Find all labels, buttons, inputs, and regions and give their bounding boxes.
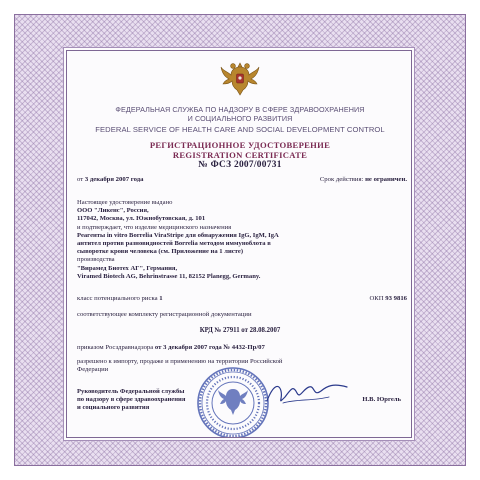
okp-code [369, 295, 407, 303]
permit-line-2: Федерации [77, 366, 109, 374]
product-line-1: Реагенты in vitro Borrelia ViraStripe для обнаружения IgG, IgM, IgA [77, 231, 279, 239]
certificate-title-ru: РЕГИСТРАЦИОННОЕ УДОСТОВЕРЕНИЕ [149, 140, 331, 150]
producer-label: производства [77, 256, 115, 264]
double-headed-eagle-emblem-icon [219, 57, 261, 97]
company-name: ООО "Ликенс", Россия, [77, 207, 149, 215]
issue-date: 3 декабря 2007 года [84, 176, 144, 183]
handwritten-signature-icon [263, 377, 351, 411]
signer-line-3: и социального развития [77, 404, 150, 412]
signer-line-1: Руководитель Федеральной службы [77, 388, 185, 395]
producer-ru: "Вирамед Биотех АГ", Германия, [77, 264, 178, 272]
signer-title [77, 388, 217, 413]
risk-value: 1 [159, 295, 163, 302]
certificate-number [67, 160, 412, 170]
permit-line-1: разрешено к импорту, продаже и применению на территории Российской [77, 358, 283, 365]
okp-label: ОКП [369, 295, 384, 302]
agency-name-ru-line2: И СОЦИАЛЬНОГО РАЗВИТИЯ [187, 114, 293, 123]
documentation-line: соответствующее комплекту регистрационной документации [77, 311, 252, 318]
okp-value: 93 9816 [385, 295, 407, 302]
number-prefix: № [198, 160, 208, 170]
order-row [77, 344, 407, 352]
signer-line-2: по надзору в сфере здравоохранения [77, 396, 186, 404]
number-value: ФСЗ 2007/00731 [210, 160, 282, 170]
producer-en: Viramed Biotech AG, Behrinstrasse 11, 82152 Planegg, Germany. [77, 272, 261, 280]
date-validity-row [77, 176, 407, 184]
risk-class-row [77, 295, 407, 303]
agency-name-en: FEDERAL SERVICE OF HEALTH CARE AND SOCIAL DEVELOPMENT CONTROL [95, 125, 385, 134]
risk-label: класс потенциального риска [77, 295, 158, 302]
issued-to-label: Настоящее удостоверение выдано [77, 199, 173, 206]
signer-name: Н.В. Юргель [362, 396, 401, 403]
validity-value: не ограничен. [365, 176, 407, 183]
validity [320, 176, 407, 184]
order-prefix: приказом Росздравнадзора [77, 344, 154, 351]
confirm-label: и подтверждает, что изделие медицинского назначения [77, 223, 232, 231]
validity-label: Срок действия: [319, 176, 364, 183]
order-value: от 3 декабря 2007 года № 4432-Пр/07 [154, 344, 265, 351]
product-line-2: антител против разновидностей Borrelia методом иммуноблота в [77, 240, 271, 248]
company-address: 117042, Москва, ул. Южнобутовская, д. 101 [77, 215, 206, 223]
date-prefix: от [77, 176, 84, 183]
certificate-document [66, 50, 412, 438]
certificate-title-en: REGISTRATION CERTIFICATE [172, 150, 308, 160]
certificate-body [77, 199, 403, 281]
krd-number: КРД № 27911 от 28.08.2007 [199, 327, 281, 334]
agency-name-ru-line1: ФЕДЕРАЛЬНАЯ СЛУЖБА ПО НАДЗОРУ В СФЕРЕ ЗДРАВООХРАНЕНИЯ [115, 105, 365, 114]
product-line-3: сыворотке крови человека (см. Приложение на 1 листе) [77, 248, 244, 256]
